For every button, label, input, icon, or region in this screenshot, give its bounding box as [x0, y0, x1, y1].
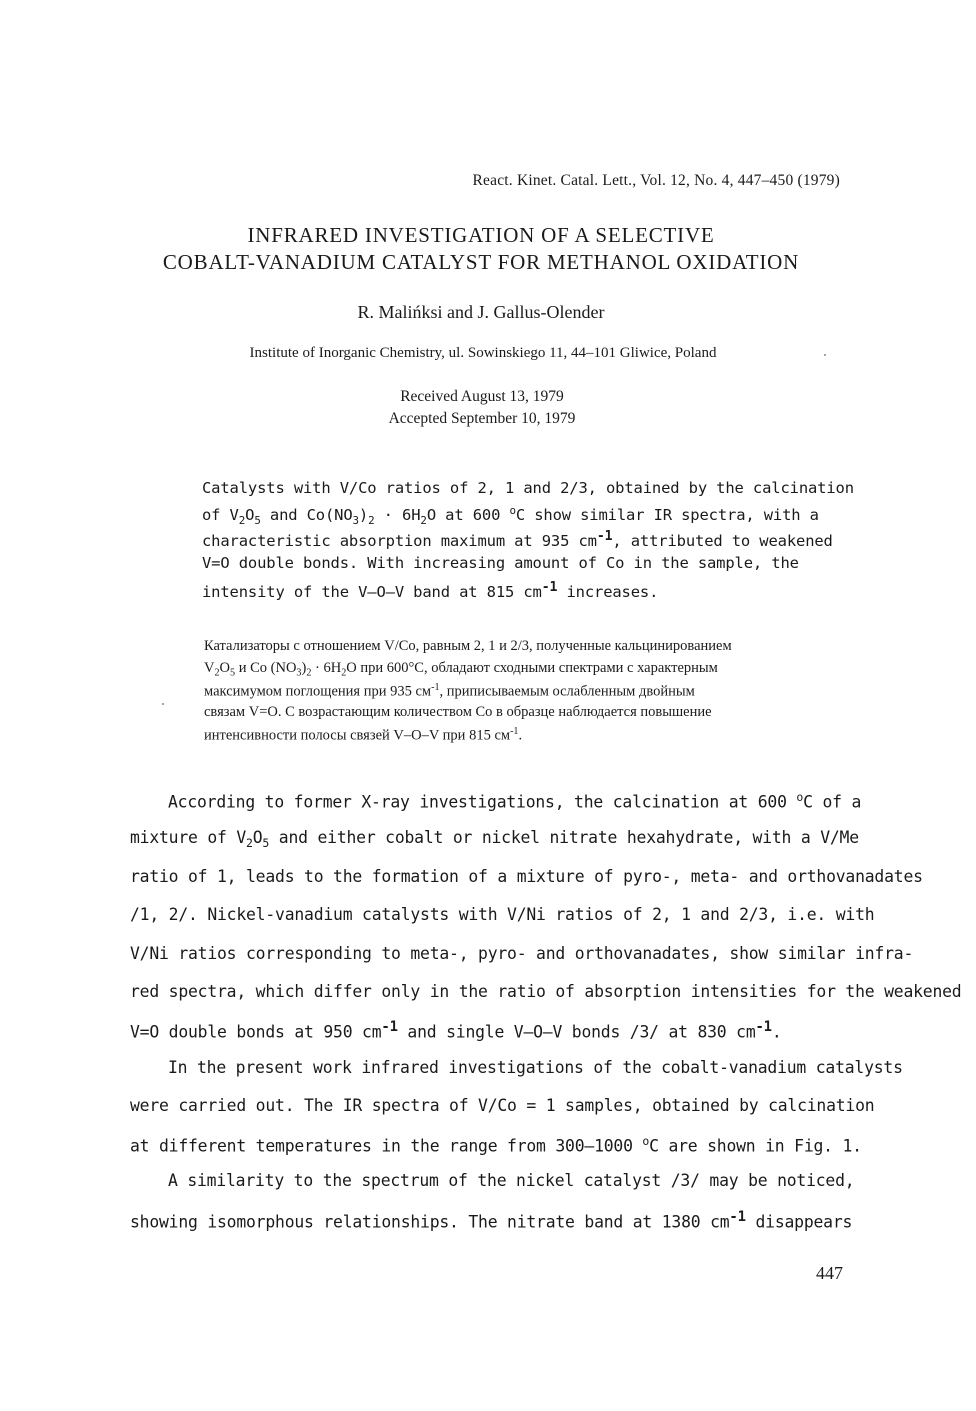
body-line: were carried out. The IR spectra of V/Co = 1 samples, obtained by calcination	[130, 1096, 875, 1115]
authors: R. Malińksi and J. Gallus-Olender	[357, 302, 605, 322]
body-line: red spectra, which differ only in the ratio of absorption intensities for the weakened	[130, 982, 962, 1001]
abstract-en-line: of $V_2O_5$ and $Co(NO_3)_2 \cdot 6H_2O$ at 600 $^o$C show similar IR spectra, with a	[202, 504, 819, 527]
body-line: ratio of 1, leads to the formation of a mixture of pyro-, meta- and orthovanadates	[130, 867, 923, 886]
abstract-en-line: characteristic absorption maximum at 935 cm-1, attributed to weakened	[202, 529, 833, 550]
body-line: at different temperatures in the range from 300–1000 $^o$C are shown in Fig. 1.	[130, 1134, 862, 1156]
abstract-ru-line: интенсивности полосы связей V–O–V при 815 $см^{-1}$.	[204, 726, 523, 744]
abstract-ru-line: максимумом поглощения при 935 $см^{-1}$, приписываемым ослабленным двойным	[204, 682, 695, 700]
affiliation: Institute of Inorganic Chemistry, ul. Sowinskiego 11, 44–101 Gliwice, Poland	[249, 345, 717, 361]
body-line: According to former X-ray investigations, the calcination at 600 $^o$C of a	[168, 790, 862, 812]
body-line: In the present work infrared investigations of the cobalt-vanadium catalysts	[168, 1058, 903, 1077]
abstract-en-line: intensity of the V–O–V band at 815 cm-1 increases.	[202, 580, 659, 601]
body-line: A similarity to the spectrum of the nickel catalyst /3/ may be noticed,	[168, 1171, 855, 1190]
abstract-ru-line: связам V=O. С возрастающим количеством Co в образце наблюдается повышение	[204, 704, 712, 720]
abstract-ru-line: Катализаторы с отношением V/Co, равным 2, 1 и 2/3, полученные кальцинированием	[204, 638, 732, 654]
abstract-en-line: V=O double bonds. With increasing amount of Co in the sample, the	[202, 554, 799, 572]
received-date: Received August 13, 1979	[400, 388, 564, 405]
body-line: showing isomorphous relationships. The nitrate band at 1380 cm-1 disappears	[130, 1209, 853, 1232]
scan-speck	[824, 354, 826, 356]
body-line: /1, 2/. Nickel-vanadium catalysts with V/Ni ratios of 2, 1 and 2/3, i.e. with	[130, 905, 875, 924]
article-title-line-2: COBALT-VANADIUM CATALYST FOR METHANOL OXIDATION	[162, 250, 800, 274]
scan-speck	[162, 703, 164, 705]
page-number: 447	[816, 1263, 843, 1283]
body-line: V/Ni ratios corresponding to meta-, pyro- and orthovanadates, show similar infra-	[130, 944, 914, 963]
accepted-date: Accepted September 10, 1979	[388, 410, 576, 427]
body-line: mixture of $V_2O_5$ and either cobalt or nickel nitrate hexahydrate, with a V/Me	[130, 828, 859, 851]
journal-citation: React. Kinet. Catal. Lett., Vol. 12, No. 4, 447–450 (1979)	[472, 172, 840, 189]
article-title-line-1: INFRARED INVESTIGATION OF A SELECTIVE	[247, 223, 715, 247]
abstract-en-line: Catalysts with V/Co ratios of 2, 1 and 2/3, obtained by the calcination	[202, 479, 854, 497]
body-line: V=O double bonds at 950 cm-1 and single V–O–V bonds /3/ at 830 cm-1.	[130, 1019, 782, 1042]
abstract-ru-line: $V_2O_5$ и Co $(NO_3)_2 \cdot 6H_2O$ при 600°С, обладают сходными спектрами с характерным	[204, 660, 718, 679]
